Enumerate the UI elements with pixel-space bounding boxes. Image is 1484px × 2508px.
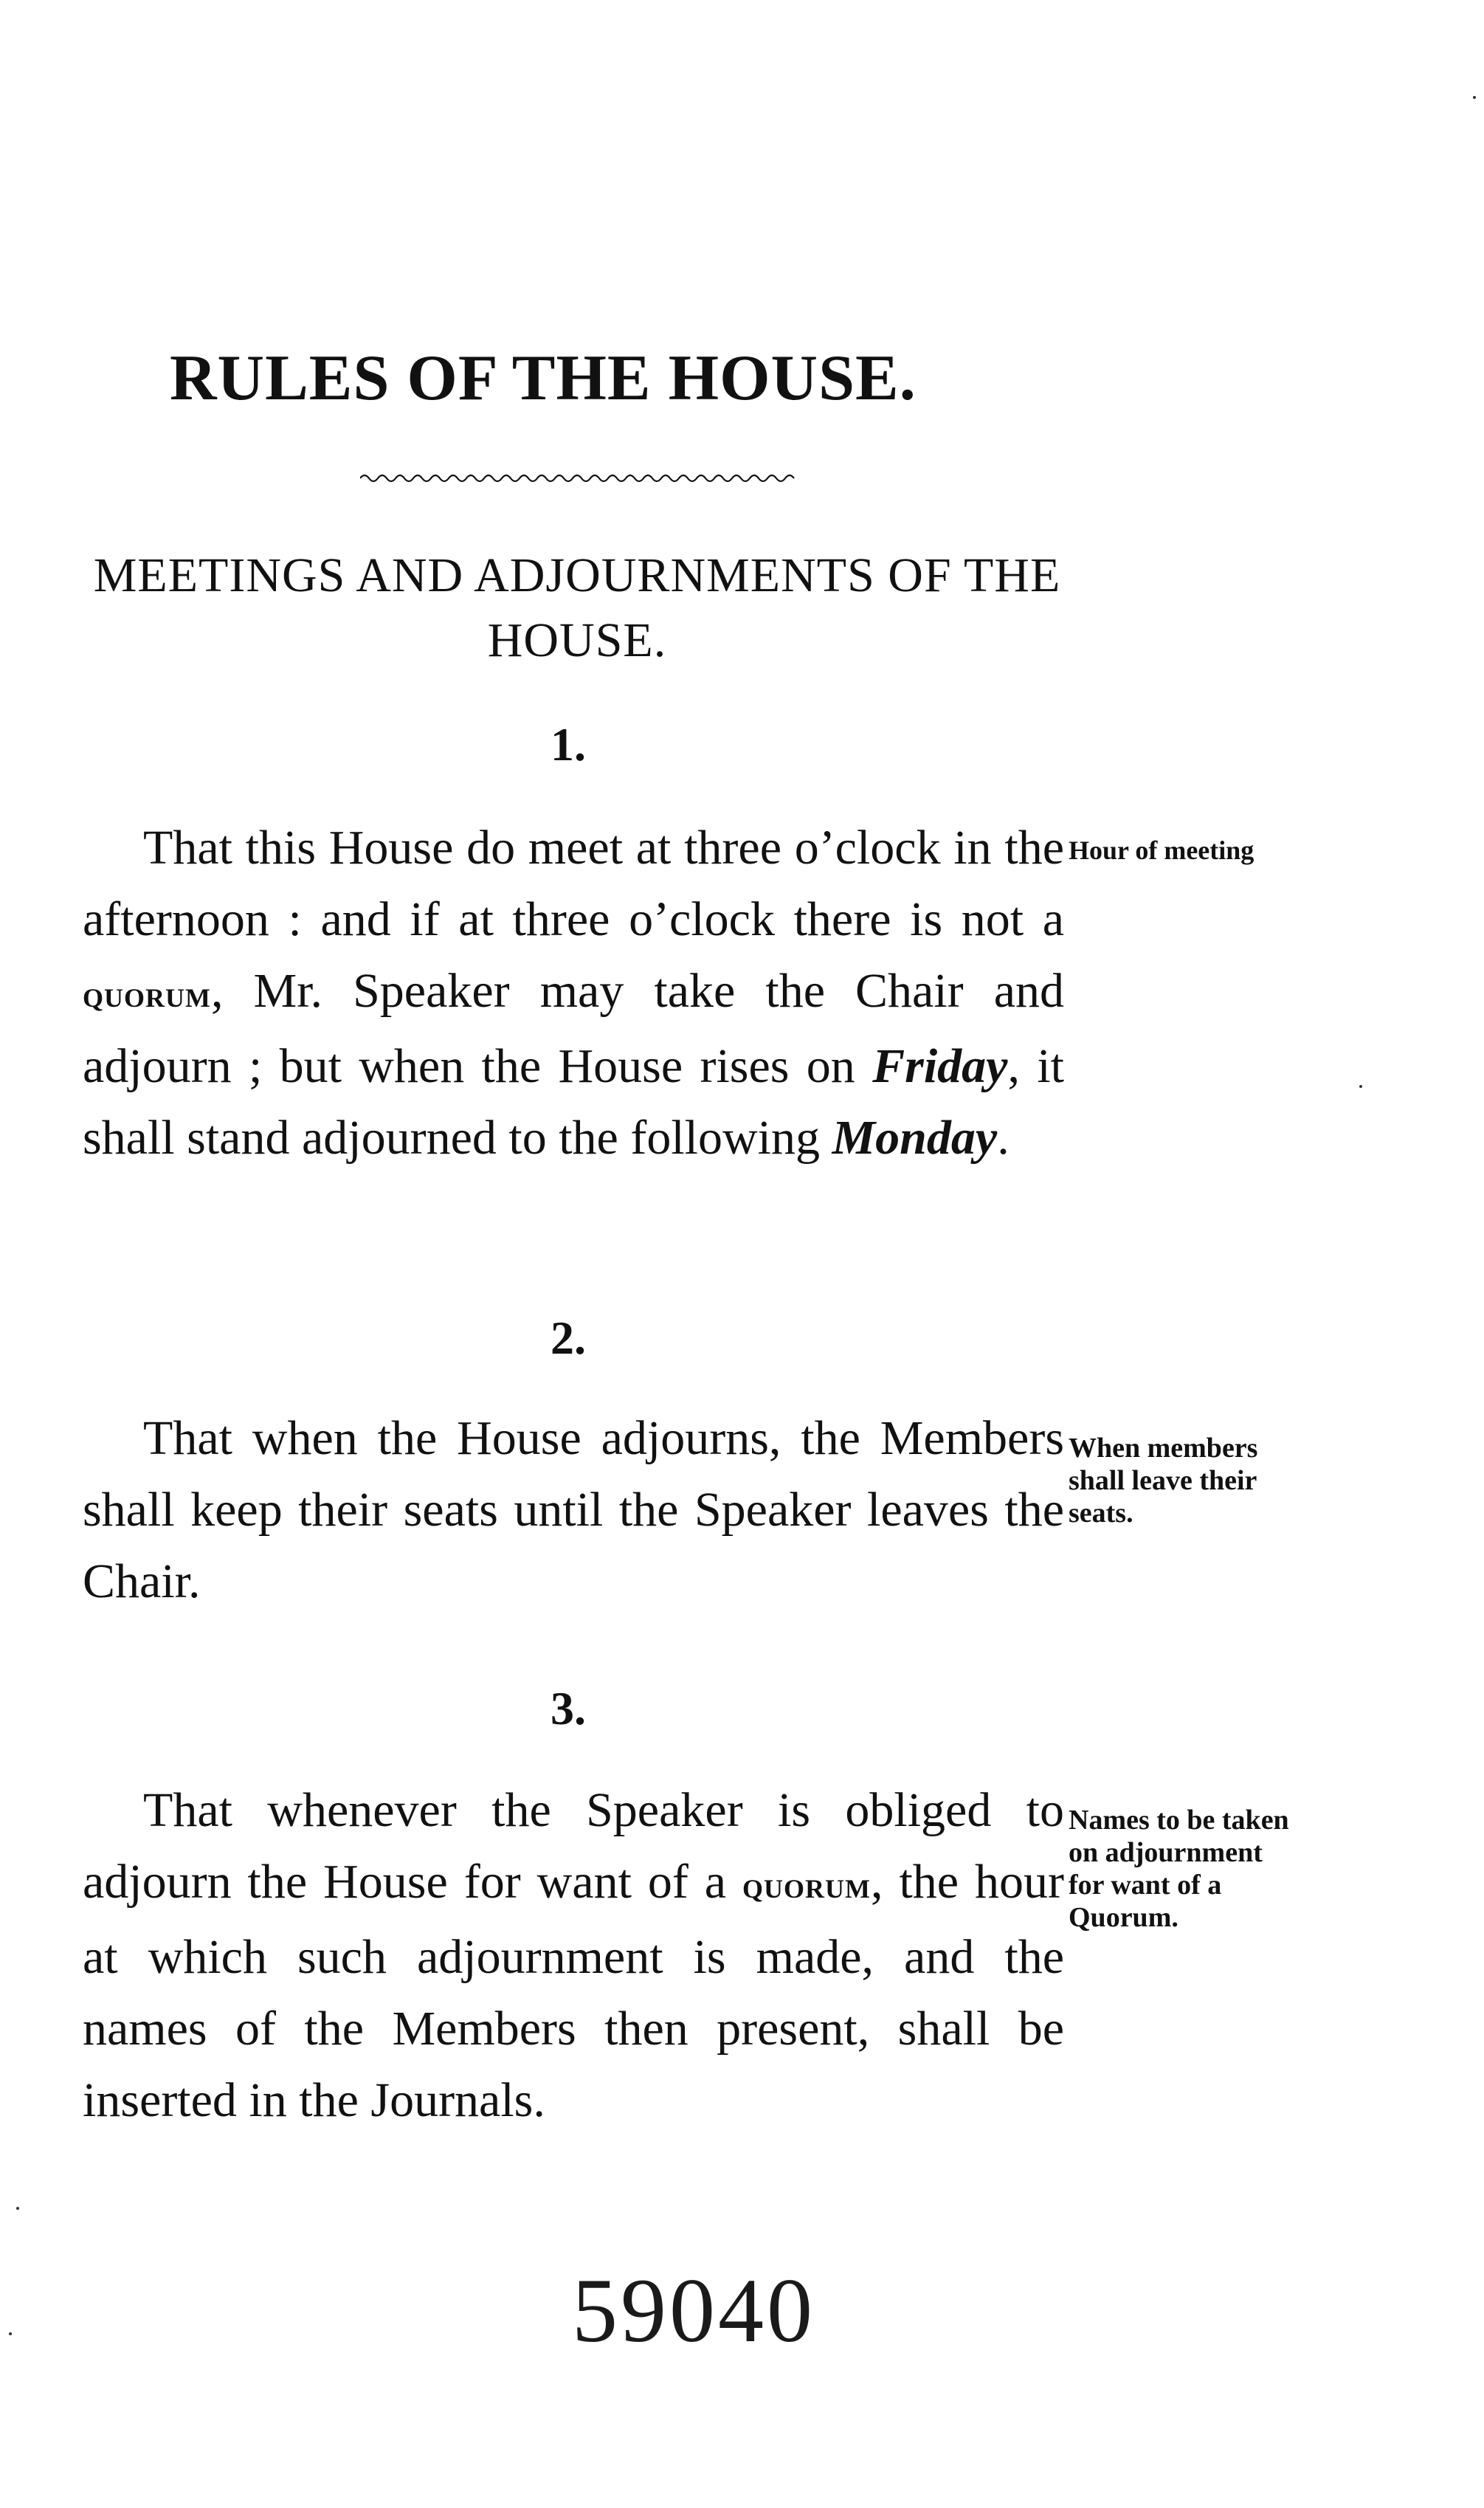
section-heading: MEETINGS AND ADJOURNMENTS OF THE HOUSE. xyxy=(93,548,1061,667)
rule-text: That this House do meet at three o’clock in the afternoon : and if at three o’clock there is not a quorum, Mr. Speaker may take the Chair and adjourn ; but when the House rises on Friday, it shall stand adjourned to the following Monday. xyxy=(83,821,1064,1165)
paper-speck xyxy=(9,2332,12,2335)
decorative-wavy-rule xyxy=(360,469,796,484)
paper-speck xyxy=(1473,96,1476,99)
stamp-number: 59040 xyxy=(572,2260,815,2361)
rule-number: 3. xyxy=(551,1682,586,1734)
quorum-term: quorum xyxy=(83,974,211,1016)
margin-note: When members shall leave their seats. xyxy=(1069,1433,1258,1529)
rule-text: That whenever the Speaker is obliged to adjourn the House for want of a quorum, the hour at which such adjournment is made, and the names of the Members then present, shall be inserted in the Journals. xyxy=(83,1783,1065,2127)
quorum-term: quorum xyxy=(742,1864,872,1906)
margin-note: Names to be taken on adjournment for want of a Quorum. xyxy=(1069,1805,1289,1933)
page-title: RULES OF THE HOUSE. xyxy=(170,342,917,414)
paper-speck xyxy=(1359,1085,1362,1088)
paper-speck xyxy=(16,2207,19,2210)
rule-text: That when the House adjourns, the Members shall keep their seats until the Speaker leaves the Chair. xyxy=(83,1411,1064,1608)
rule-number: 2. xyxy=(551,1312,586,1364)
margin-note: Hour of meeting xyxy=(1069,836,1255,865)
rule-number: 1. xyxy=(551,718,586,771)
